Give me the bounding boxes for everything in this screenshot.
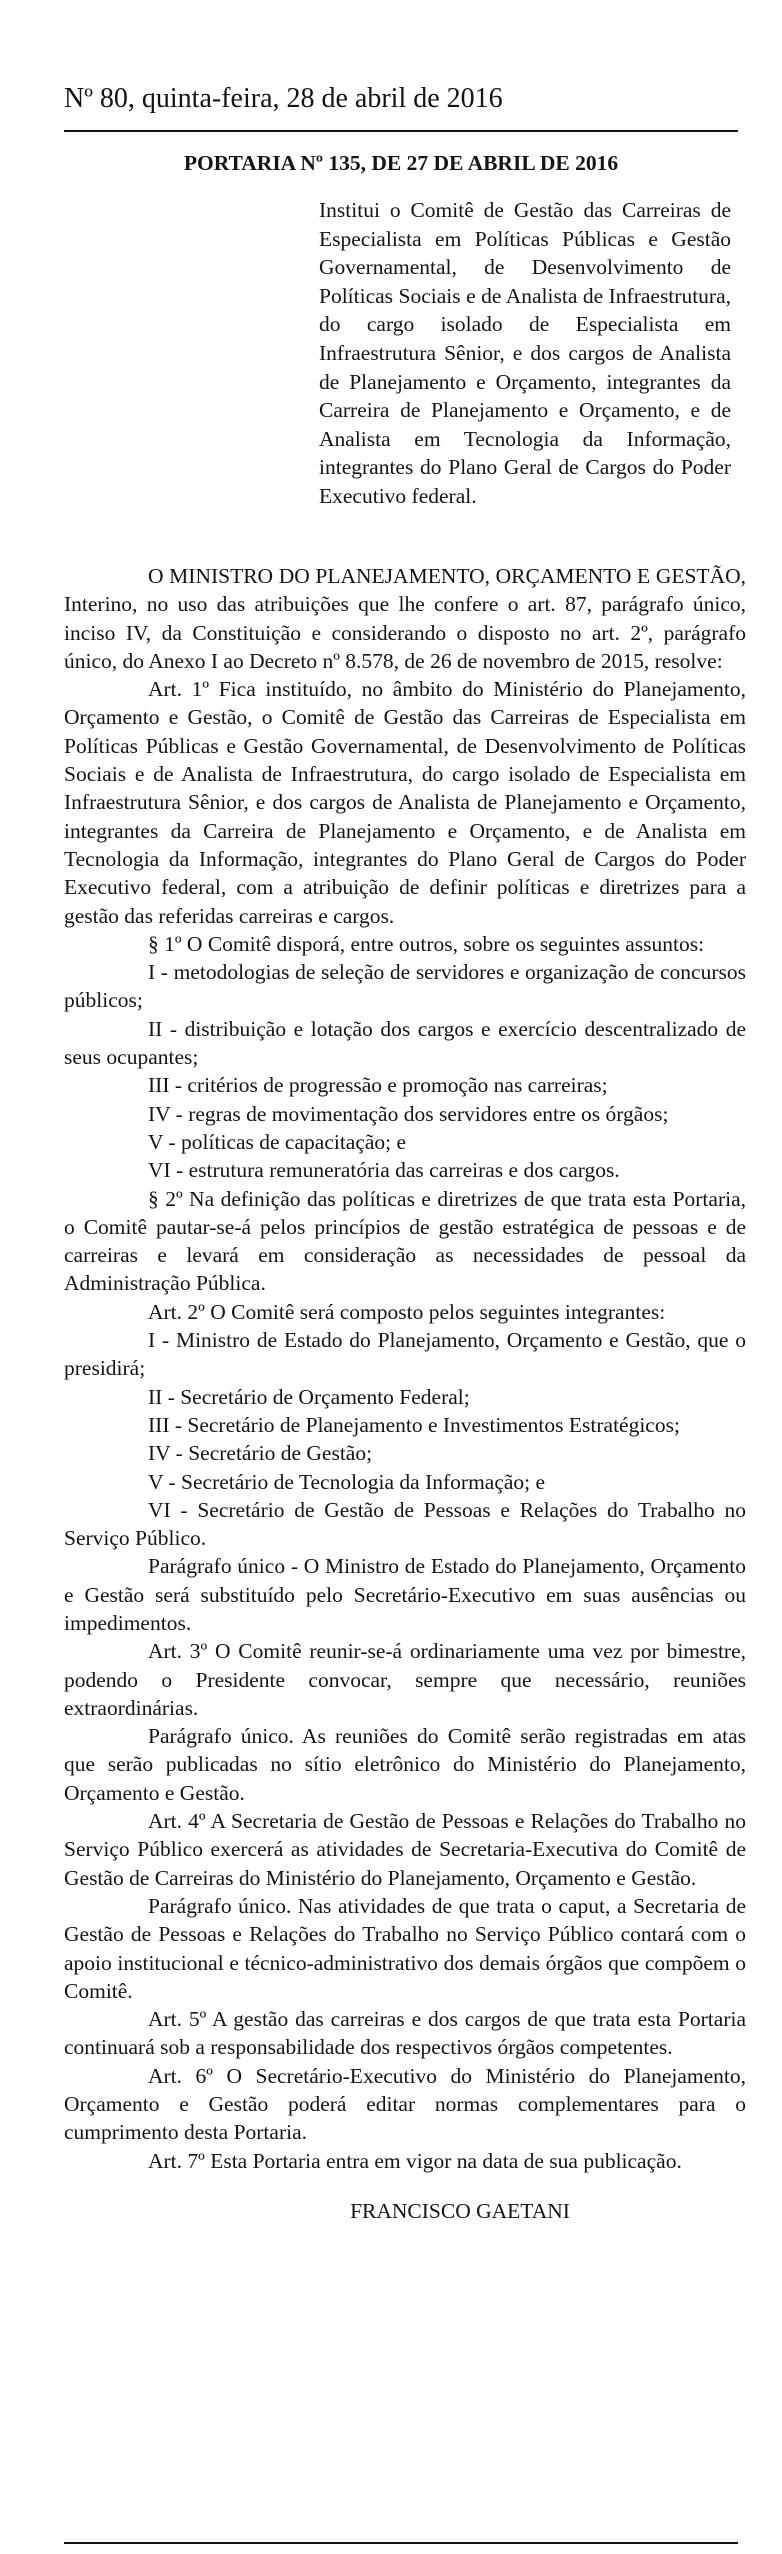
article-1: Art. 1º Fica instituído, no âmbito do Ministério do Planejamento, Orçamento e Gestão, o Comitê de Gestão das Carreiras de Especialista em Políticas Públicas e Gestão Governamental, de Desenvolvimento de Políticas Sociais e de Analista de Infraestrutura, do cargo isolado de Especialista em Infraestrutura Sênior, e dos cargos de Analista de Planejamento e Orçamento, integrantes da Carreira de Planejamento e Orçamento, e de Analista em Tecnologia da Informação, integrantes do Plano Geral de Cargos do Poder Executivo federal, com a atribuição de definir políticas e diretrizes para a gestão das referidas carreiras e cargos.	[64, 677, 746, 928]
article-7: Art. 7º Esta Portaria entra em vigor na data de sua publicação.	[148, 2148, 682, 2173]
article-4: Art. 4º A Secretaria de Gestão de Pessoas e Relações do Trabalho no Serviço Público exercerá as atividades de Secretaria-Executiva do Comitê de Gestão de Carreiras do Ministério do Planejamento, Orçamento e Gestão.	[64, 1809, 746, 1890]
article-1-paragraph-1: § 1º O Comitê disporá, entre outros, sobre os seguintes assuntos:	[148, 931, 705, 956]
footer-divider	[64, 2542, 738, 2544]
article-2-item-iv: IV - Secretário de Gestão;	[148, 1441, 373, 1466]
issue-line: Nº 80, quinta-feira, 28 de abril de 2016	[64, 83, 503, 114]
article-2-item-v: V - Secretário de Tecnologia da Informação; e	[148, 1469, 546, 1494]
article-3: Art. 3º O Comitê reunir-se-á ordinariamente uma vez por bimestre, podendo o Presidente convocar, sempre que necessário, reuniões extraordinárias.	[64, 1639, 746, 1720]
article-1-paragraph-2: § 2º Na definição das políticas e diretrizes de que trata esta Portaria, o Comitê pautar-se-á pelos princípios de gestão estratégica de pessoas e de carreiras e levará em consideração as necessidades de pessoal da Administração Pública.	[64, 1186, 746, 1296]
article-4-sole-paragraph: Parágrafo único. Nas atividades de que trata o caput, a Secretaria de Gestão de Pessoas e Relações do Trabalho no Serviço Público contará com o apoio institucional e técnico-administrativo dos demais órgãos que compõem o Comitê.	[64, 1893, 746, 2003]
header-divider	[64, 130, 738, 132]
article-1-item-ii: II - distribuição e lotação dos cargos e exercício descentralizado de seus ocupantes;	[64, 1016, 746, 1070]
preamble: O MINISTRO DO PLANEJAMENTO, ORÇAMENTO E GESTÃO, Interino, no uso das atribuições que lhe confere o art. 87, parágrafo único, inciso IV, da Constituição e considerando o disposto no art. 2º, parágrafo único, do Anexo I ao Decreto nº 8.578, de 26 de novembro de 2015, resolve:	[64, 564, 746, 673]
article-5: Art. 5º A gestão das carreiras e dos cargos de que trata esta Portaria continuará sob a responsabilidade dos respectivos órgãos competentes.	[64, 2007, 746, 2060]
signature: FRANCISCO GAETANI	[350, 2198, 570, 2223]
article-2-sole-paragraph: Parágrafo único - O Ministro de Estado do Planejamento, Orçamento e Gestão será substituído pelo Secretário-Executivo em suas ausências ou impedimentos.	[64, 1554, 746, 1635]
article-1-item-iv: IV - regras de movimentação dos servidores entre os órgãos;	[148, 1101, 669, 1126]
article-1-item-vi: VI - estrutura remuneratória das carreiras e dos cargos.	[148, 1158, 620, 1183]
portaria-body	[64, 562, 746, 2225]
article-3-sole-paragraph: Parágrafo único. As reuniões do Comitê serão registradas em atas que serão publicadas no sítio eletrônico do Ministério do Planejamento, Orçamento e Gestão.	[64, 1724, 746, 1805]
article-1-item-v: V - políticas de capacitação; e	[148, 1129, 407, 1154]
article-1-item-iii: III - critérios de progressão e promoção nas carreiras;	[148, 1073, 608, 1098]
article-2-item-vi: VI - Secretário de Gestão de Pessoas e Relações do Trabalho no Serviço Público.	[64, 1497, 746, 1551]
portaria-title: PORTARIA Nº 135, DE 27 DE ABRIL DE 2016	[183, 151, 619, 175]
article-6: Art. 6º O Secretário-Executivo do Ministério do Planejamento, Orçamento e Gestão poderá editar normas complementares para o cumprimento desta Portaria.	[64, 2063, 746, 2145]
article-1-item-i: I - metodologias de seleção de servidores e organização de concursos públicos;	[64, 960, 746, 1013]
article-2-item-i: I - Ministro de Estado do Planejamento, Orçamento e Gestão, que o presidirá;	[64, 1328, 746, 1381]
ementa: Institui o Comitê de Gestão das Carreiras de Especialista em Políticas Públicas e Gestão Governamental, de Desenvolvimento de Políticas Sociais e de Analista de Infraestrutura, do cargo isolado de Especialista em Infraestrutura Sênior, e dos cargos de Analista de Planejamento e Orçamento, integrantes da Carreira de Planejamento e Orçamento, e de Analista em Tecnologia da Informação, integrantes do Plano Geral de Cargos do Poder Executivo federal.	[319, 198, 731, 508]
article-2-item-ii: II - Secretário de Orçamento Federal;	[148, 1384, 470, 1409]
article-2: Art. 2º O Comitê será composto pelos seguintes integrantes:	[148, 1299, 666, 1324]
article-2-item-iii: III - Secretário de Planejamento e Investimentos Estratégicos;	[148, 1412, 680, 1437]
